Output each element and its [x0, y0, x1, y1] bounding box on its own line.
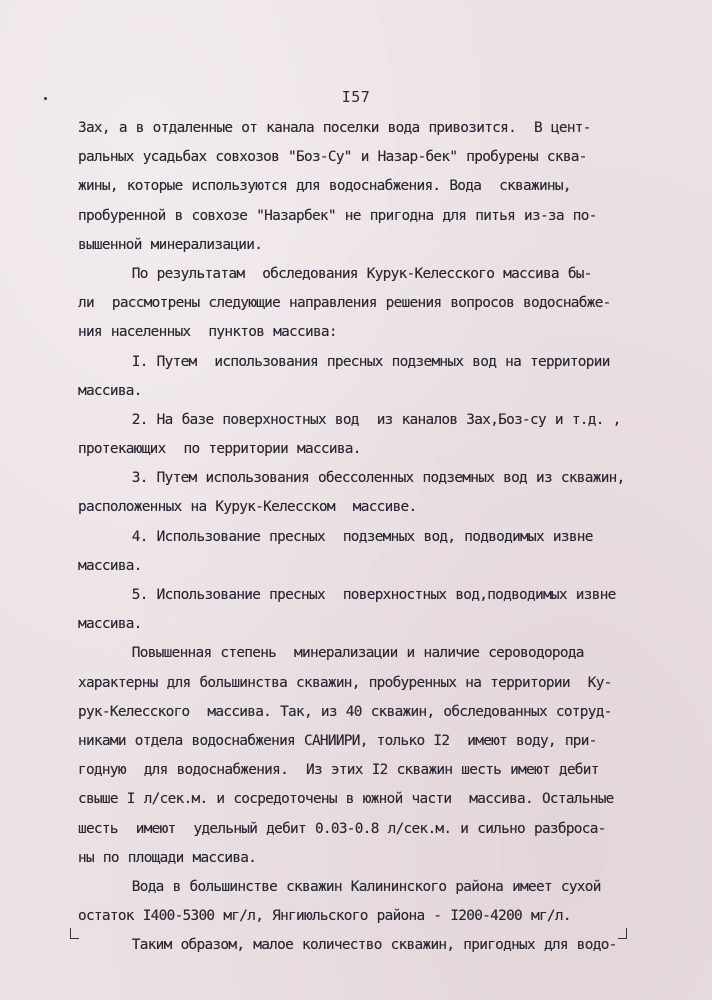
body-text — [78, 114, 658, 960]
text-line: пробуренной в совхозе "Назарбек" не пригодна для питья из-за по- — [78, 207, 597, 224]
page-number: I57 — [341, 88, 371, 106]
text-line: массива. — [78, 616, 142, 633]
text-line: По результатам обследования Курук-Келесского массива бы- — [78, 265, 592, 282]
text-line: расположенных на Курук-Келесском массиве. — [78, 499, 417, 516]
text-line: ральных усадьбах совхозов "Боз-Су" и Назар-бек" пробурены сква- — [78, 149, 587, 166]
text-line: Зах, а в отдаленные от канала поселки вода привозится. В цент- — [78, 120, 591, 136]
text-line: рук-Келесского массива. Так, из 40 скважин, обследованных сотруд- — [78, 703, 612, 720]
text-line: Повышенная степень минерализации и наличие сероводорода — [78, 645, 584, 662]
text-line: Таким образом, малое количество скважин, пригодных для водо- — [78, 937, 617, 954]
text-line: вышенной минерализации. — [78, 236, 263, 253]
text-line: массива. — [78, 382, 142, 399]
text-line: ны по площади массива. — [78, 849, 257, 866]
text-line: жины, которые используются для водоснабжения. Вода скважины, — [78, 178, 571, 195]
text-line: 5. Использование пресных поверхностных вод,подводимых извне — [78, 587, 616, 603]
text-line: 3. Путем использования обессоленных подземных вод из скважин, — [78, 470, 625, 487]
text-line: ли рассмотрены следующие направления решения вопросов водоснабже- — [78, 295, 611, 312]
text-line: Вода в большинстве скважин Калининского района имеет сухой — [78, 878, 601, 895]
text-line: остаток I400-5300 мг/л, Янгиюльского района - I200-4200 мг/л. — [78, 908, 571, 925]
text-line: шесть имеют удельный дебит 0.03-0.8 л/сек.м. и сильно разбросa- — [78, 820, 606, 837]
text-line: I. Путем использования пресных подземных вод на территории — [78, 353, 610, 370]
text-line: протекающих по территории массива. — [78, 441, 361, 458]
corner-mark-right — [618, 928, 627, 939]
text-line: массива. — [78, 557, 142, 574]
text-line: никами отдела водоснабжения САНИИРИ, только I2 имеют воду, при- — [78, 732, 597, 749]
text-line: 4. Использование пресных подземных вод, подводимых извне — [78, 528, 593, 545]
text-line: 2. На базе поверхностных вод из каналов Зах,Боз-су и т.д. , — [78, 411, 621, 428]
text-line: свыше I л/сек.м. и сосредоточены в южной части массива. Остальные — [78, 791, 614, 808]
text-line: годную для водоснабжения. Из этих I2 скважин шесть имеют дебит — [78, 762, 599, 779]
text-line: ния населенных пунктов массива: — [78, 324, 337, 341]
corner-mark-left — [70, 928, 79, 939]
text-line: характерны для большинства скважин, пробуренных на территории Ку- — [78, 674, 612, 691]
